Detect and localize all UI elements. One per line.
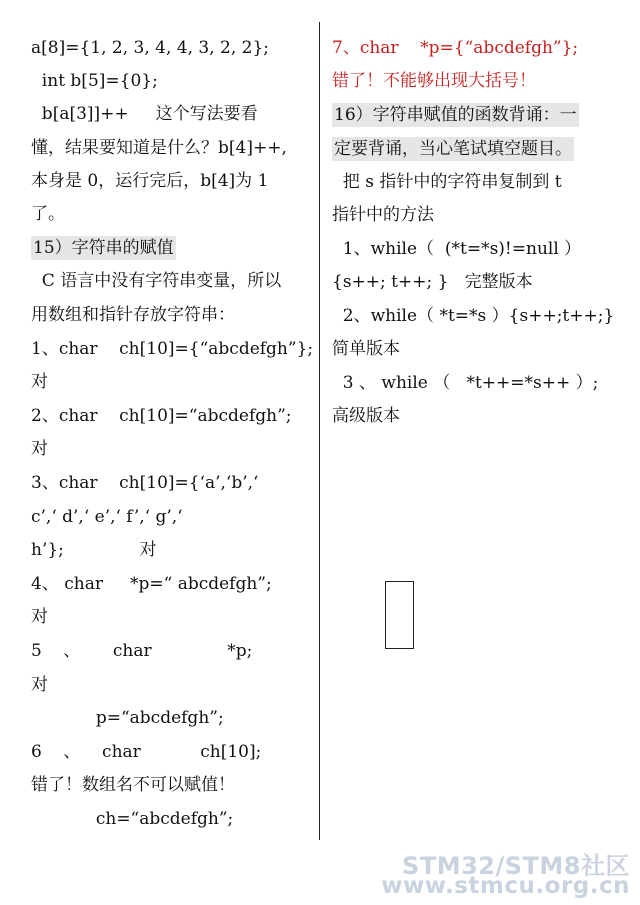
text-line: 懂，结果要知道是什么？b[4]++, [31, 138, 287, 158]
left-column [0, 0, 318, 905]
verdict-line: 对 [31, 675, 48, 695]
watermark-title: STM32/STM8社区 [402, 852, 630, 880]
code-line: 6 、 char ch[10]; [31, 742, 262, 762]
text-line: b[a[3]]++ 这个写法要看 [31, 104, 258, 124]
text-line: 了。 [31, 204, 65, 224]
column-divider [319, 22, 320, 840]
code-line: 2、while（ *t=*s ）{s++;t++;} [332, 306, 615, 326]
code-line: h’}; 对 [31, 540, 157, 560]
text-line: 高级版本 [332, 406, 400, 426]
text-line: 指针中的方法 [332, 205, 434, 225]
code-line: 3、char ch[10]={‘a’,‘b’,‘ [31, 473, 259, 493]
error-verdict-line: 错了！不能够出现大括号！ [332, 71, 536, 91]
empty-rectangle-box [385, 581, 414, 649]
code-line: 3 、 while （ *t++=*s++ ）; [332, 373, 599, 393]
right-column [323, 0, 640, 905]
code-line: {s++; t++; } 完整版本 [332, 272, 533, 292]
code-line: c’,‘ d’,‘ e’,‘ f’,‘ g’,‘ [31, 507, 183, 527]
code-line: ch=“abcdefgh”; [31, 809, 234, 829]
text-line: 本身是 0，运行完后，b[4]为 1 [31, 171, 269, 191]
code-line: a[8]={1, 2, 3, 4, 4, 3, 2, 2}; [31, 38, 269, 58]
code-line: 5 、 char *p; [31, 641, 253, 661]
verdict-line: 对 [31, 439, 48, 459]
text-line: 用数组和指针存放字符串： [31, 305, 235, 325]
text-line: 把 s 指针中的字符串复制到 t [332, 172, 562, 192]
section-heading-16-cont: 定要背诵，当心笔试填空题目。 [334, 139, 572, 159]
section-heading-15: 15）字符串的赋值 [33, 238, 174, 258]
code-line: 2、char ch[10]=“abcdefgh”; [31, 406, 292, 426]
verdict-line: 错了！数组名不可以赋值！ [31, 775, 235, 795]
watermark-url: www.stmcu.org.cn [381, 873, 630, 899]
code-line: int b[5]={0}; [31, 71, 158, 91]
verdict-line: 对 [31, 607, 48, 627]
section-heading-16: 16）字符串赋值的函数背诵：一 [334, 105, 577, 125]
code-line: 4、 char *p=“ abcdefgh”; [31, 574, 272, 594]
code-line: p=“abcdefgh”; [31, 708, 224, 728]
text-line: C 语言中没有字符串变量，所以 [31, 271, 282, 291]
code-line: 1、while（ (*t=*s)!=null ） [332, 239, 582, 259]
code-line: 1、char ch[10]={“abcdefgh”}; [31, 339, 314, 359]
text-line: 简单版本 [332, 339, 400, 359]
error-code-line: 7、char *p={“abcdefgh”}; [332, 38, 579, 58]
verdict-line: 对 [31, 372, 48, 392]
